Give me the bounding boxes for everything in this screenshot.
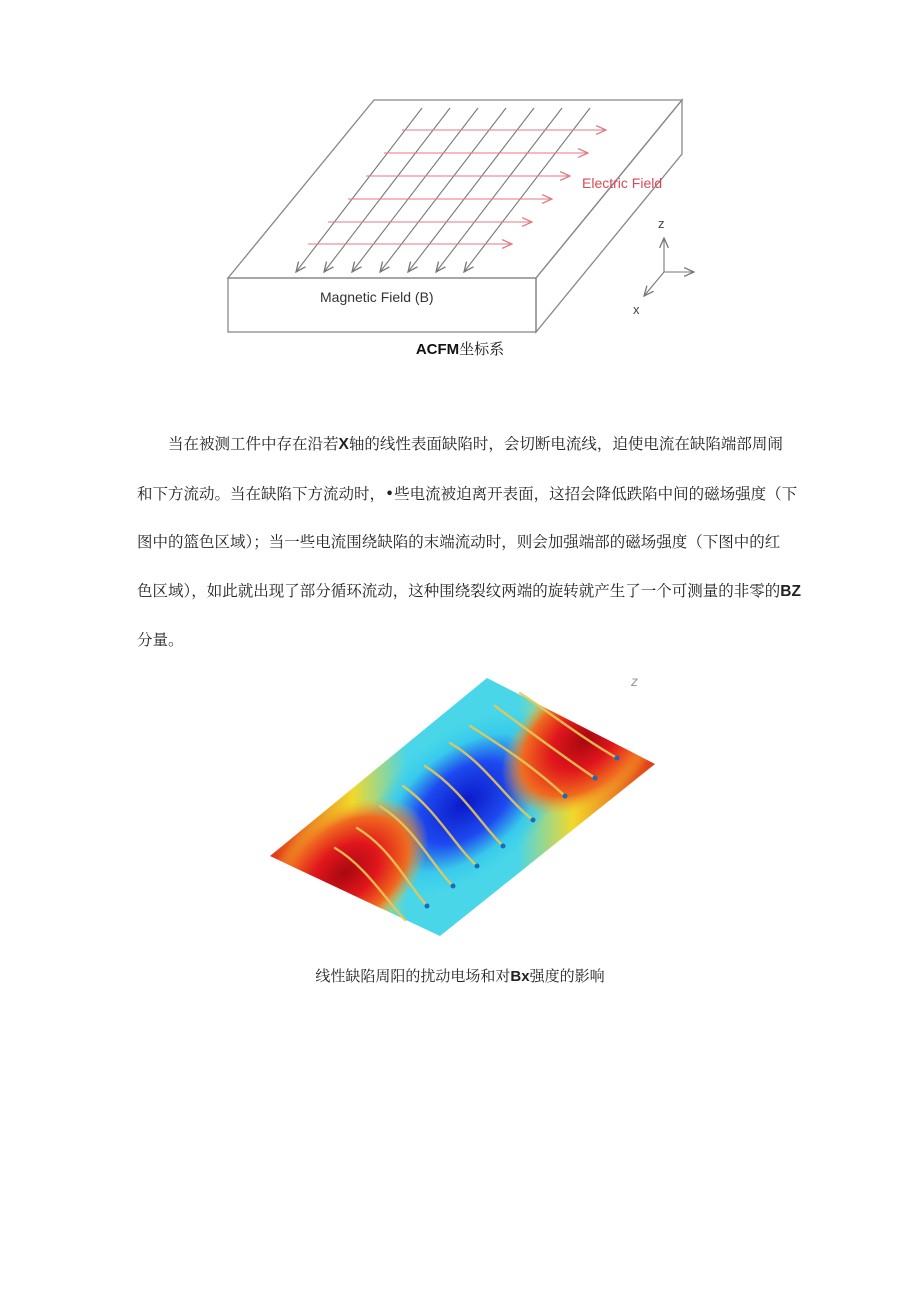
paragraph-line-1 [137, 420, 787, 470]
paragraph-line-5: 分量。 [137, 631, 184, 649]
corner-axis-mark: z [631, 673, 638, 689]
figure1-caption [0, 338, 920, 359]
line4-bold-bz: BZ [780, 582, 801, 600]
acfm-diagram [222, 96, 702, 342]
line1-part-c: 轴的线性表面缺陷时，会切断电流线，迫使电流在缺陷端部周闹 [348, 435, 783, 453]
caption2-part-a: 线性缺陷周阳的扰动电场和对 [315, 967, 511, 985]
heatmap-plate [265, 668, 660, 938]
line4-part-a: 色区域），如此就出现了部分循环流动，这种围绕裂纹两端的旋转就产生了一个可测量的非零的 [137, 581, 781, 600]
electric-field-lines [308, 130, 606, 244]
paragraph-line-2: 和下方流动。当在缺陷下方流动时，•些电流被迫离开表面，这招会降低跌陷中间的磁场强度（下 [137, 484, 798, 503]
axis-triad [644, 238, 694, 296]
axis-z-label: z [658, 216, 665, 231]
axis-x-label: x [633, 302, 640, 317]
paragraph-line-4 [137, 567, 801, 617]
caption1-text: 坐标系 [459, 340, 505, 358]
line1-part-a: 当在被测工件中存在沿若 [168, 435, 339, 453]
acfm-diagram-svg [222, 96, 702, 342]
magnetic-field-lines [296, 108, 590, 272]
electric-field-label: Electric Field [582, 175, 663, 191]
caption2-part-c: 强度的影响 [529, 967, 605, 985]
caption2-bold-bx: Bx [510, 968, 530, 985]
field-perturbation-svg [265, 668, 660, 938]
field-perturbation-image [265, 668, 660, 938]
body-paragraph [137, 420, 801, 665]
magnetic-field-label: Magnetic Field (B) [320, 289, 434, 305]
line1-bold-x: X [338, 436, 349, 453]
figure2-caption [0, 965, 920, 986]
paragraph-line-3: 图中的篮色区域）；当一些电流围绕缺陷的末端流动时，则会加强端部的磁场强度（下图中的红 [137, 533, 781, 551]
slab-outline [228, 100, 682, 332]
caption1-bold: ACFM [415, 341, 460, 358]
